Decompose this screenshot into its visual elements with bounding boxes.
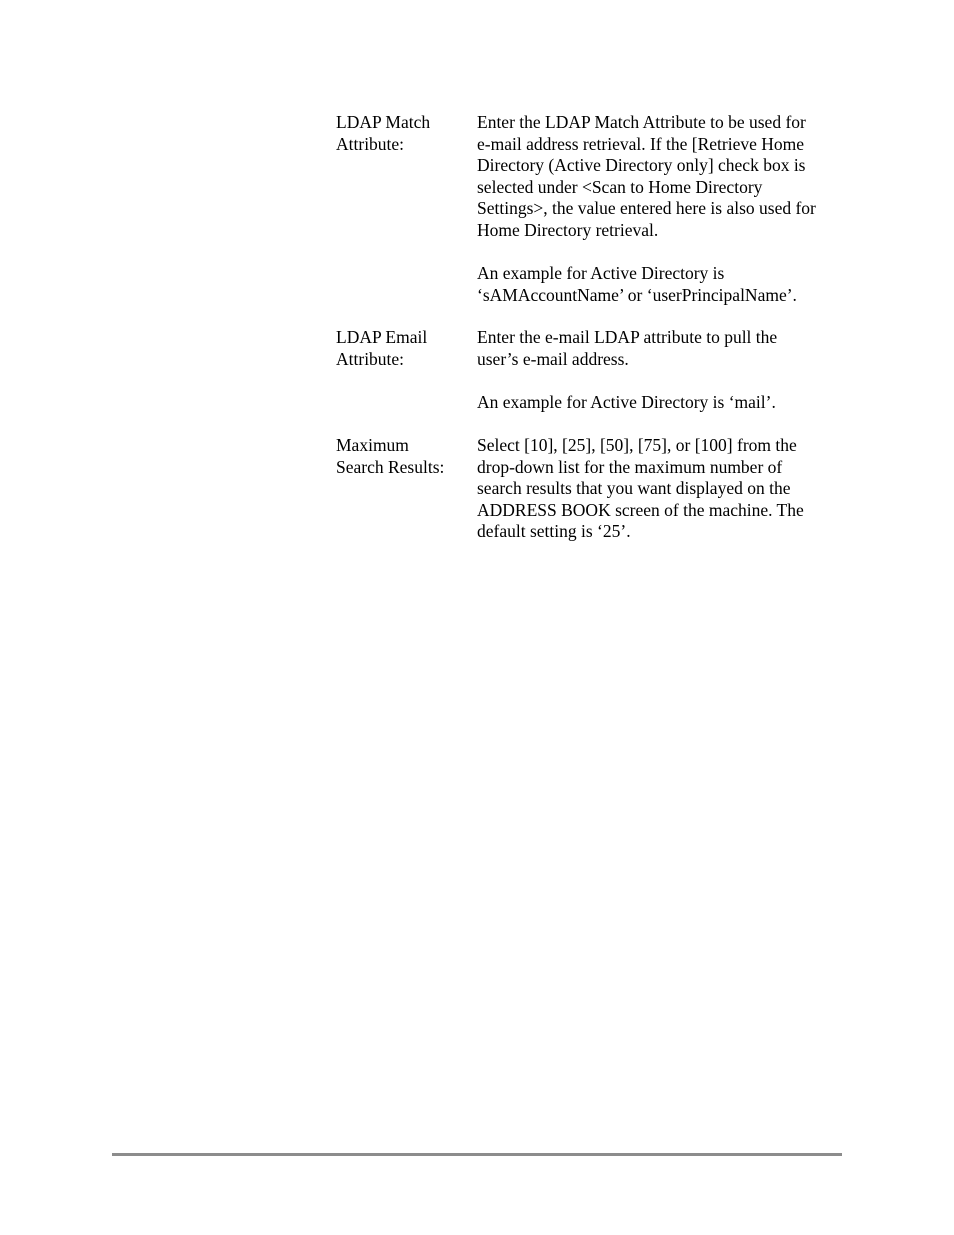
definition-description <box>477 327 856 413</box>
text-line: Home Directory retrieval. <box>477 219 659 240</box>
paragraph-spacer <box>477 242 856 264</box>
description-paragraph <box>477 435 856 543</box>
term-line: Attribute: <box>336 133 405 154</box>
text-line: ‘sAMAccountName’ or ‘userPrincipalName’. <box>477 284 797 305</box>
term-line: Search Results: <box>336 456 445 477</box>
term-line: Maximum <box>336 435 409 455</box>
text-line: e-mail address retrieval. If the [Retrieve Home <box>477 133 805 154</box>
text-line: Directory (Active Directory only] check box is <box>477 155 806 176</box>
text-line: Enter the LDAP Match Attribute to be used for <box>477 112 806 132</box>
description-paragraph <box>477 263 856 306</box>
description-paragraph <box>477 112 856 242</box>
definition-description <box>477 435 856 543</box>
text-line: An example for Active Directory is <box>477 263 725 284</box>
term-line: Attribute: <box>336 348 405 369</box>
description-paragraph <box>477 327 856 370</box>
text-line: Enter the e-mail LDAP attribute to pull the <box>477 327 778 347</box>
text-line: default setting is ‘25’. <box>477 521 631 542</box>
definition-term <box>336 327 471 370</box>
text-line: Settings>, the value entered here is also used for <box>477 198 816 219</box>
text-line: An example for Active Directory is ‘mail’. <box>477 391 776 412</box>
text-line: Select [10], [25], [50], [75], or [100] from the <box>477 435 797 455</box>
paragraph-spacer <box>477 370 856 392</box>
text-line: search results that you want displayed on the <box>477 478 791 499</box>
term-line: LDAP Match <box>336 112 431 132</box>
term-line: LDAP Email <box>336 327 428 347</box>
text-line: ADDRESS BOOK screen of the machine. The <box>477 499 804 520</box>
text-line: user’s e-mail address. <box>477 348 629 369</box>
definition-term <box>336 435 471 478</box>
footer-divider <box>112 1153 842 1156</box>
definition-description <box>477 112 856 306</box>
text-line: selected under <Scan to Home Directory <box>477 176 763 197</box>
definition-term <box>336 112 471 155</box>
description-paragraph <box>477 392 856 414</box>
text-line: drop-down list for the maximum number of <box>477 456 783 477</box>
